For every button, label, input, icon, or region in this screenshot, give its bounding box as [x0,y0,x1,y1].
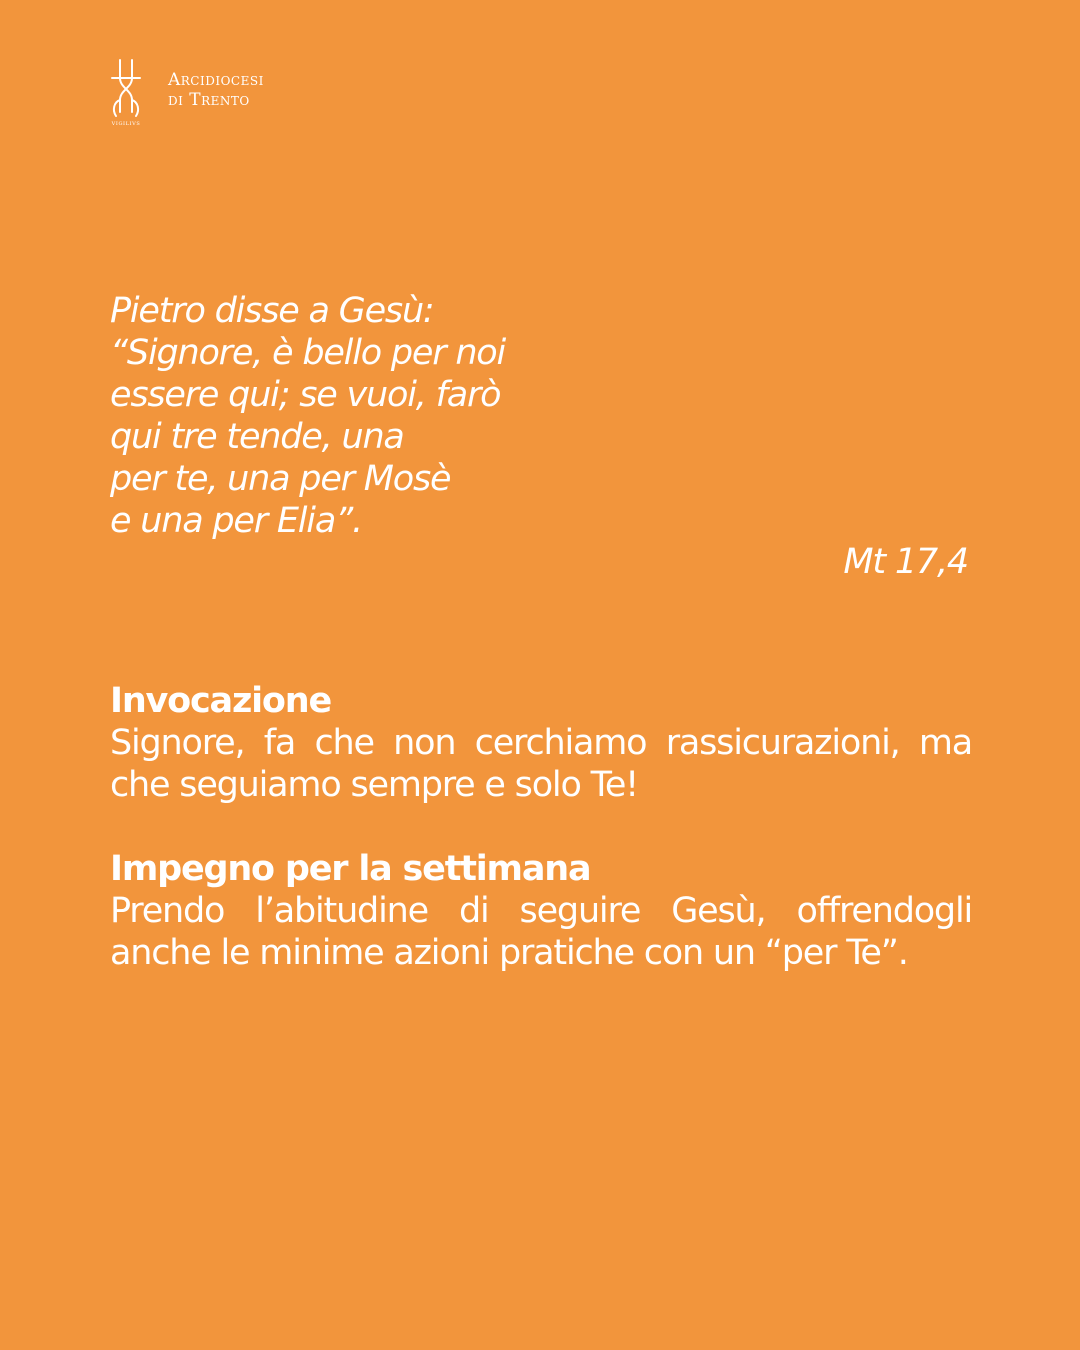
diocese-name-line2: di Trento [168,90,250,110]
gospel-quote [110,290,670,542]
bishop-staff-logo-icon [106,58,146,128]
commitment-heading: Impegno per la settimana [110,849,591,889]
quote-line: per te, una per Mosè [110,459,451,499]
invocation-section [110,680,972,806]
scripture-reference: Mt 17,4 [843,542,968,582]
quote-line: “Signore, è bello per noi [110,333,506,373]
invocation-heading: Invocazione [110,681,332,721]
commitment-text: Prendo l’abitudine di seguire Gesù, offrendogli anche le minime azioni pratiche con un “per Te”. [110,891,972,973]
invocation-text: Signore, fa che non cerchiamo rassicurazioni, ma che seguiamo sempre e solo Te! [110,723,972,805]
quote-line: essere qui; se vuoi, farò [110,375,501,415]
quote-line: e una per Elia”. [110,501,362,541]
diocese-name-line1: Arcidiocesi [168,70,264,90]
logo-motto: VIGILIVS [111,121,141,127]
diocese-logo [106,58,326,130]
weekly-commitment-section [110,848,972,974]
quote-line: Pietro disse a Gesù: [110,291,434,331]
quote-line: qui tre tende, una [110,417,404,457]
diocese-name [168,70,264,110]
